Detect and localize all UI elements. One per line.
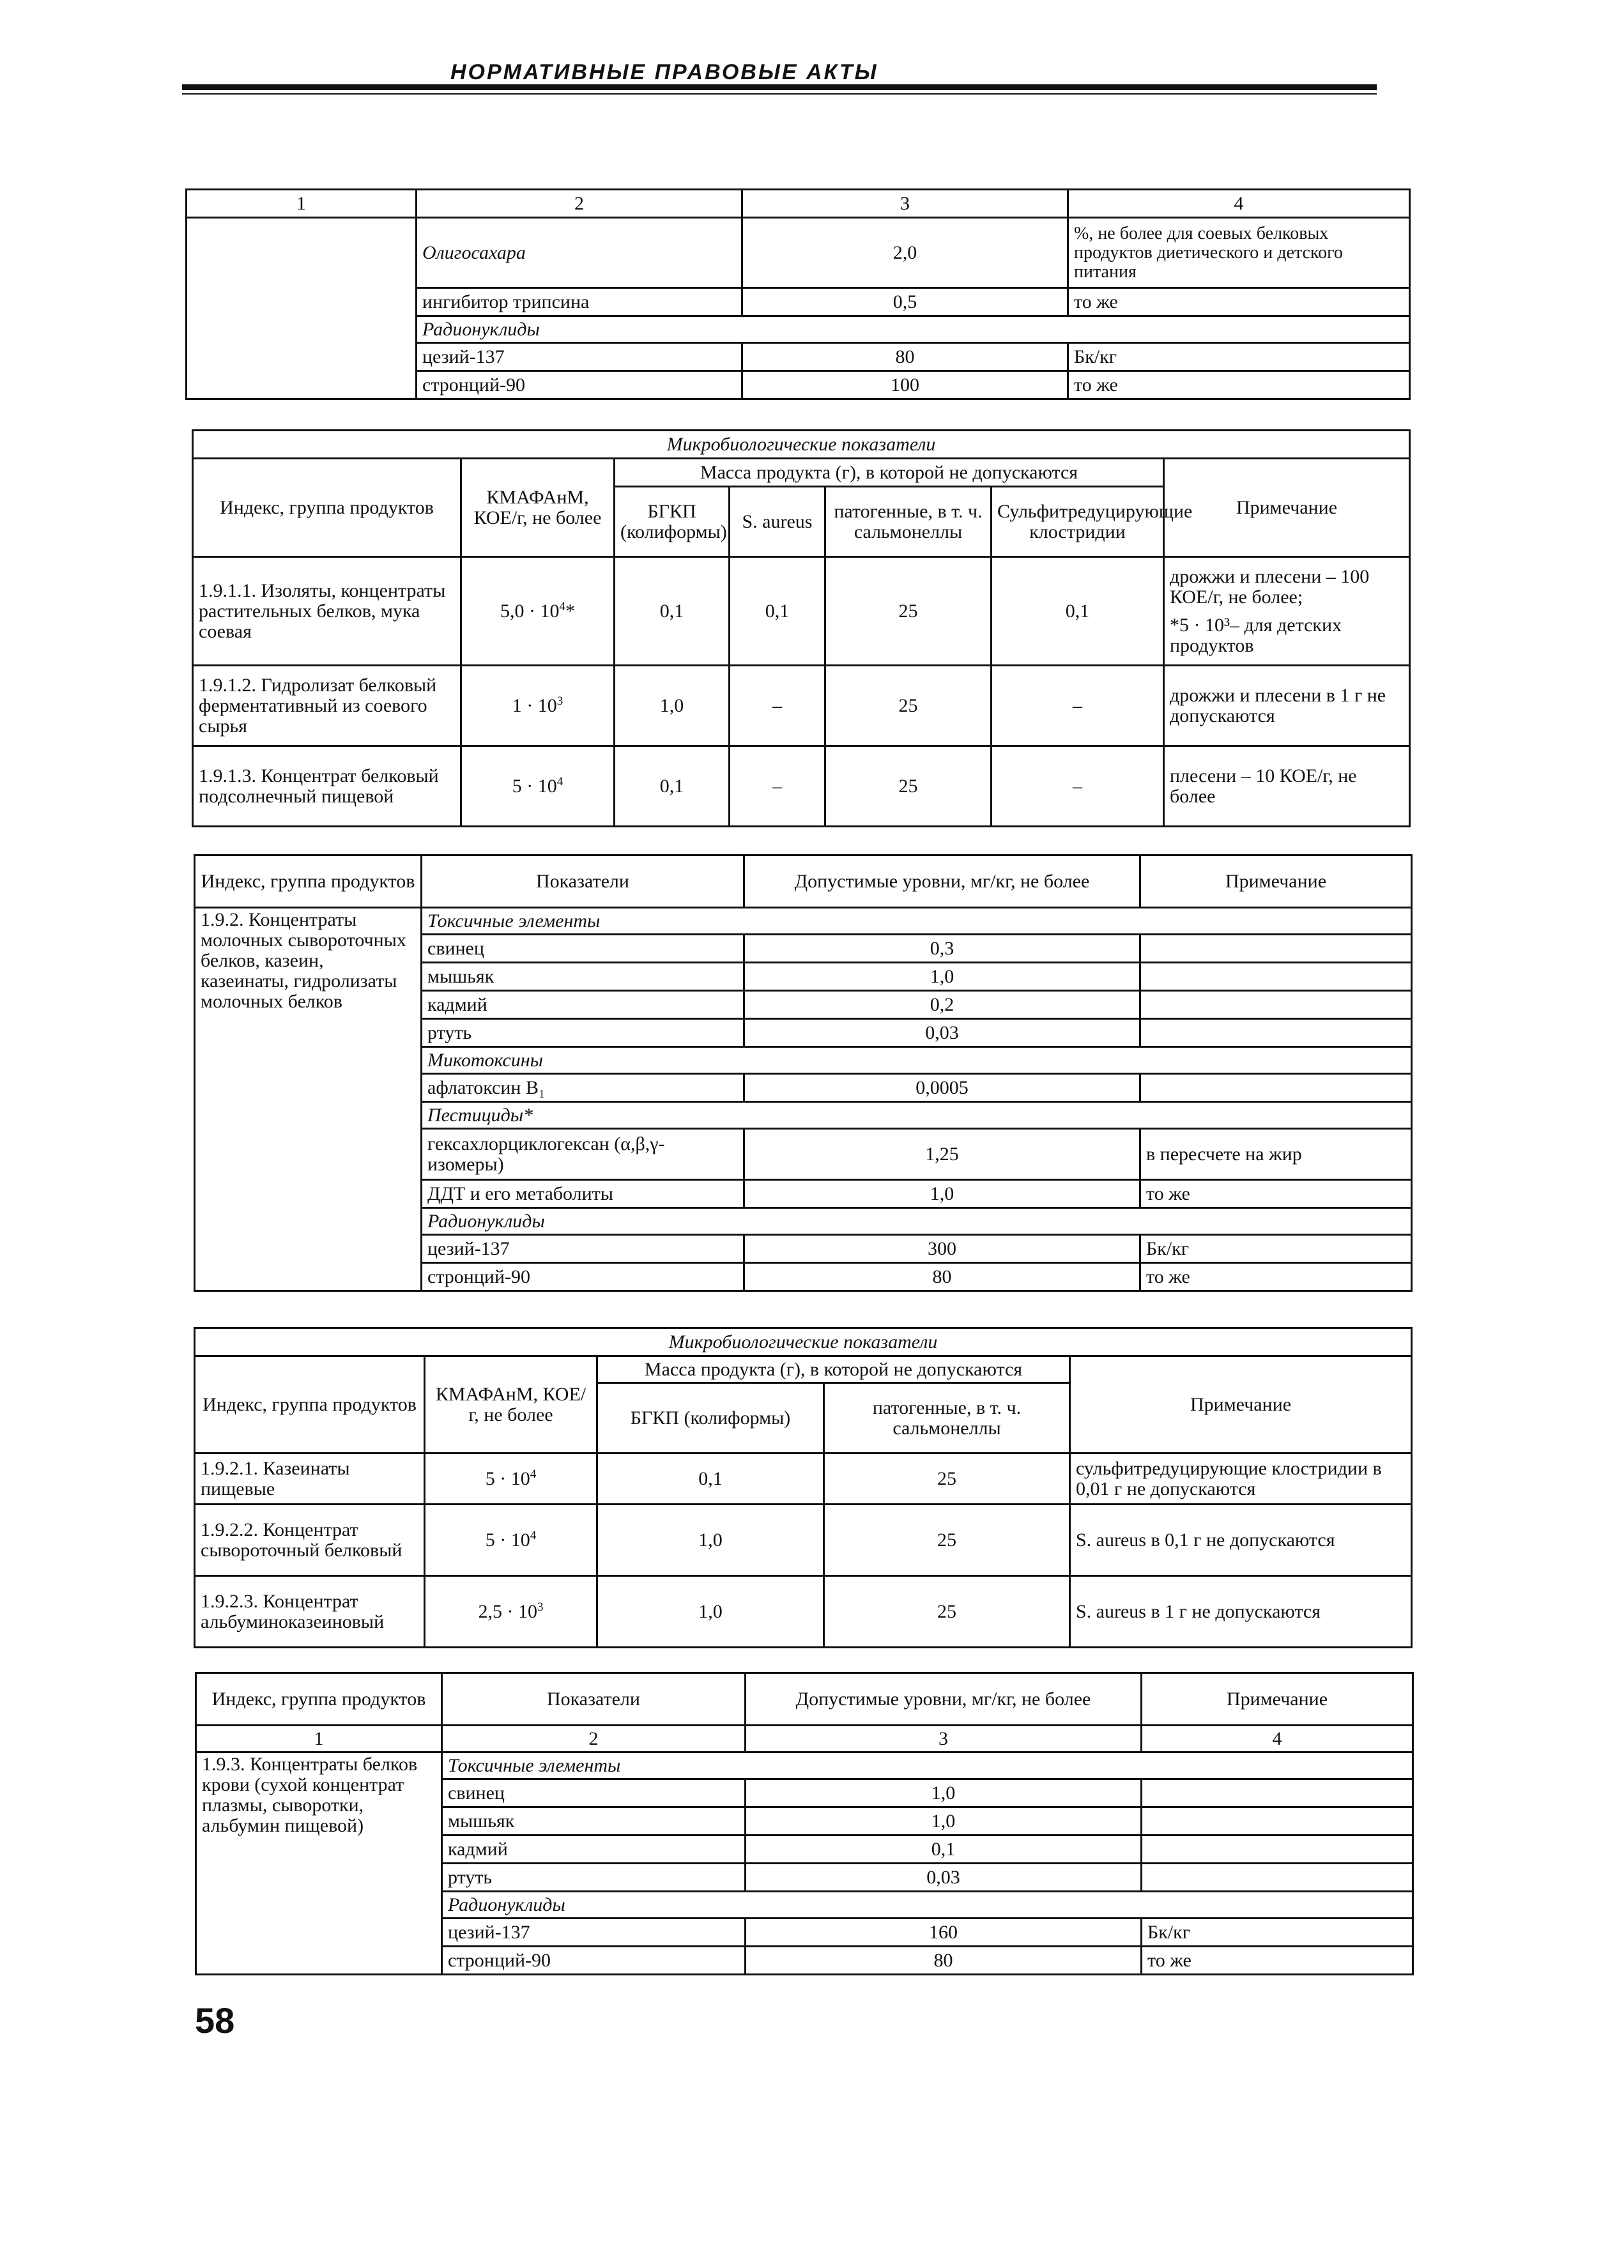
header-bgkp: БГКП (колиформы) bbox=[597, 1383, 824, 1453]
indicator-cell: цезий-137 bbox=[442, 1919, 746, 1947]
kmafanm-cell: $5 \cdot 10^4$ bbox=[425, 1453, 597, 1505]
pathogenic-cell: 25 bbox=[825, 746, 992, 827]
note-cell: то же bbox=[1140, 1263, 1412, 1291]
value-cell: 0,1 bbox=[746, 1835, 1142, 1864]
limits-table-blood-proteins bbox=[195, 1672, 1414, 1975]
header-levels: Допустимые уровни, мг/кг, не более bbox=[746, 1673, 1142, 1726]
note-cell: Бк/кг bbox=[1068, 343, 1410, 371]
sulfite-cell: 0,1 bbox=[992, 557, 1164, 666]
col-number: 2 bbox=[442, 1726, 746, 1752]
indicator-cell: стронций-90 bbox=[422, 1263, 744, 1291]
note-cell: в пересчете на жир bbox=[1140, 1129, 1412, 1180]
note-cell bbox=[1140, 935, 1412, 963]
table-title: Микробиологические показатели bbox=[195, 1328, 1412, 1356]
header-rule-thin bbox=[182, 93, 1377, 95]
value-cell: 0,2 bbox=[744, 991, 1140, 1019]
header-index: Индекс, группа продуктов bbox=[195, 1356, 425, 1453]
col-number: 1 bbox=[187, 190, 417, 218]
indicator-cell: свинец bbox=[442, 1779, 746, 1807]
indicator-cell: кадмий bbox=[422, 991, 744, 1019]
header-index: Индекс, группа продуктов bbox=[196, 1673, 442, 1726]
value-cell: 0,03 bbox=[746, 1864, 1142, 1892]
section-title: Пестициды* bbox=[422, 1102, 1412, 1129]
header-pathogenic: патогенные, в т. ч. сальмонеллы bbox=[825, 487, 992, 557]
indicator-cell: Олигосахара bbox=[417, 218, 742, 288]
table-row bbox=[195, 1453, 1412, 1505]
note-cell bbox=[1142, 1807, 1413, 1835]
indicator-cell: мышьяк bbox=[442, 1807, 746, 1835]
indicator-cell: кадмий bbox=[442, 1835, 746, 1864]
table-row bbox=[195, 1576, 1412, 1648]
header-note: Примечание bbox=[1142, 1673, 1413, 1726]
indicator-cell: ингибитор трипсина bbox=[417, 288, 742, 316]
value-cell: 80 bbox=[744, 1263, 1140, 1291]
header-indicators: Показатели bbox=[442, 1673, 746, 1726]
col-number: 4 bbox=[1142, 1726, 1413, 1752]
header-mass: Масса продукта (г), в которой не допускаются bbox=[615, 459, 1164, 487]
note-cell: то же bbox=[1068, 288, 1410, 316]
note-cell: %, не более для соевых белковых продуктов диетического и детского питания bbox=[1068, 218, 1410, 288]
value-cell: 1,0 bbox=[744, 963, 1140, 991]
index-cell: 1.9.1.3. Концентрат белковый подсолнечный пищевой bbox=[193, 746, 461, 827]
value-cell: 1,0 bbox=[746, 1807, 1142, 1835]
kmafanm-cell: $5 \cdot 10^4$ bbox=[461, 746, 615, 827]
table-row bbox=[193, 557, 1410, 666]
value-cell: 0,5 bbox=[742, 288, 1068, 316]
sulfite-cell: – bbox=[992, 666, 1164, 746]
index-cell: 1.9.1.1. Изоляты, концентраты растительных белков, мука соевая bbox=[193, 557, 461, 666]
indicator-cell: свинец bbox=[422, 935, 744, 963]
indicator-cell: мышьяк bbox=[422, 963, 744, 991]
header-index: Индекс, группа продуктов bbox=[195, 855, 422, 908]
note-cell bbox=[1140, 1019, 1412, 1047]
note-cell: S. aureus в 0,1 г не допускаются bbox=[1070, 1505, 1412, 1576]
indicator-cell: ртуть bbox=[422, 1019, 744, 1047]
indicator-cell: ртуть bbox=[442, 1864, 746, 1892]
header-note: Примечание bbox=[1164, 459, 1410, 557]
indicator-cell: афлатоксин B₁ bbox=[422, 1074, 744, 1102]
note-cell bbox=[1140, 1074, 1412, 1102]
value-cell: 1,0 bbox=[746, 1779, 1142, 1807]
table-row bbox=[193, 746, 1410, 827]
index-cell: 1.9.2.3. Концентрат альбуминоказеиновый bbox=[195, 1576, 425, 1648]
indicator-cell: ДДТ и его метаболиты bbox=[422, 1180, 744, 1208]
pathogenic-cell: 25 bbox=[825, 557, 992, 666]
section-title: Радионуклиды bbox=[442, 1892, 1413, 1919]
table-continuation bbox=[185, 188, 1411, 400]
note-cell bbox=[1140, 963, 1412, 991]
value-cell: 0,0005 bbox=[744, 1074, 1140, 1102]
value-cell: 300 bbox=[744, 1235, 1140, 1263]
value-cell: 1,25 bbox=[744, 1129, 1140, 1180]
note-cell: плесени – 10 КОЕ/г, не более bbox=[1164, 746, 1410, 827]
bgkp-cell: 0,1 bbox=[615, 746, 730, 827]
indicator-cell: цезий-137 bbox=[422, 1235, 744, 1263]
bgkp-cell: 0,1 bbox=[597, 1453, 824, 1505]
header-bgkp: БГКП (колиформы) bbox=[615, 487, 730, 557]
page-number: 58 bbox=[195, 2000, 235, 2041]
pathogenic-cell: 25 bbox=[824, 1505, 1070, 1576]
section-title: Токсичные элементы bbox=[422, 908, 1412, 935]
value-cell: 100 bbox=[742, 371, 1068, 399]
table-row bbox=[195, 1505, 1412, 1576]
note-cell bbox=[1140, 991, 1412, 1019]
value-cell: 1,0 bbox=[744, 1180, 1140, 1208]
section-title: Токсичные элементы bbox=[442, 1752, 1413, 1779]
bgkp-cell: 1,0 bbox=[615, 666, 730, 746]
table-row bbox=[193, 666, 1410, 746]
value-cell: 0,03 bbox=[744, 1019, 1140, 1047]
col-number: 4 bbox=[1068, 190, 1410, 218]
sulfite-cell: – bbox=[992, 746, 1164, 827]
page-header bbox=[182, 56, 1377, 95]
note-cell bbox=[1142, 1835, 1413, 1864]
col-number: 3 bbox=[742, 190, 1068, 218]
section-title: Микотоксины bbox=[422, 1047, 1412, 1074]
index-cell: 1.9.2.1. Казеинаты пищевые bbox=[195, 1453, 425, 1505]
value-cell: 80 bbox=[746, 1947, 1142, 1975]
note-cell: то же bbox=[1068, 371, 1410, 399]
bgkp-cell: 1,0 bbox=[597, 1576, 824, 1648]
header-levels: Допустимые уровни, мг/кг, не более bbox=[744, 855, 1140, 908]
col-number: 1 bbox=[196, 1726, 442, 1752]
pathogenic-cell: 25 bbox=[824, 1453, 1070, 1505]
kmafanm-cell: $2,5 \cdot 10^3$ bbox=[425, 1576, 597, 1648]
header-rule bbox=[182, 84, 1377, 90]
indicator-cell: цезий-137 bbox=[417, 343, 742, 371]
index-cell: 1.9.1.2. Гидролизат белковый ферментативный из соевого сырья bbox=[193, 666, 461, 746]
value-cell: 80 bbox=[742, 343, 1068, 371]
note-cell: Бк/кг bbox=[1142, 1919, 1413, 1947]
empty-index-cell bbox=[187, 218, 417, 399]
header-saureus: S. aureus bbox=[730, 487, 825, 557]
note-cell: то же bbox=[1140, 1180, 1412, 1208]
bgkp-cell: 1,0 bbox=[597, 1505, 824, 1576]
limits-table-milk-proteins bbox=[194, 854, 1413, 1292]
note-cell: сульфитредуцирующие клостридии в 0,01 г не допускаются bbox=[1070, 1453, 1412, 1505]
header-note: Примечание bbox=[1140, 855, 1412, 908]
table-title: Микробиологические показатели bbox=[193, 431, 1410, 459]
note-cell bbox=[1142, 1864, 1413, 1892]
note-cell: Бк/кг bbox=[1140, 1235, 1412, 1263]
bgkp-cell: 0,1 bbox=[615, 557, 730, 666]
header-kmafanm: КМАФАнМ, КОЕ/г, не более bbox=[461, 459, 615, 557]
pathogenic-cell: 25 bbox=[825, 666, 992, 746]
section-title: Радионуклиды bbox=[422, 1208, 1412, 1235]
header-mass: Масса продукта (г), в которой не допускаются bbox=[597, 1356, 1070, 1383]
saureus-cell: – bbox=[730, 666, 825, 746]
microbiological-table-plant-proteins bbox=[192, 429, 1411, 827]
col-number: 3 bbox=[746, 1726, 1142, 1752]
pathogenic-cell: 25 bbox=[824, 1576, 1070, 1648]
note-cell: то же bbox=[1142, 1947, 1413, 1975]
section-title: Радионуклиды bbox=[417, 316, 1410, 343]
kmafanm-cell: $5,0 \cdot 10^4*$ bbox=[461, 557, 615, 666]
indicator-cell: стронций-90 bbox=[417, 371, 742, 399]
index-cell: 1.9.3. Концентраты белков крови (сухой концентрат плазмы, сыворотки, альбумин пищевой) bbox=[196, 1752, 442, 1975]
header-pathogenic: патогенные, в т. ч. сальмонеллы bbox=[824, 1383, 1070, 1453]
note-cell bbox=[1142, 1779, 1413, 1807]
kmafanm-cell: $1 \cdot 10^3$ bbox=[461, 666, 615, 746]
index-cell: 1.9.2. Концентраты молочных сывороточных белков, казеин, казеинаты, гидролизаты молочных белков bbox=[195, 908, 422, 1291]
kmafanm-cell: $5 \cdot 10^4$ bbox=[425, 1505, 597, 1576]
note-cell: дрожжи и плесени в 1 г не допускаются bbox=[1164, 666, 1410, 746]
indicator-cell: стронций-90 bbox=[442, 1947, 746, 1975]
saureus-cell: 0,1 bbox=[730, 557, 825, 666]
saureus-cell: – bbox=[730, 746, 825, 827]
header-index: Индекс, группа продуктов bbox=[193, 459, 461, 557]
value-cell: 160 bbox=[746, 1919, 1142, 1947]
header-note: Примечание bbox=[1070, 1356, 1412, 1453]
note-cell: дрожжи и плесени – 100 КОЕ/г, не более; *5 · 10³– для детских продуктов bbox=[1164, 557, 1410, 666]
header-sulfite: Сульфитредуцирующие клостридии bbox=[992, 487, 1164, 557]
note-cell: S. aureus в 1 г не допускаются bbox=[1070, 1576, 1412, 1648]
header-title: НОРМАТИВНЫЕ ПРАВОВЫЕ АКТЫ bbox=[450, 60, 878, 84]
value-cell: 2,0 bbox=[742, 218, 1068, 288]
table-row bbox=[187, 218, 1410, 288]
value-cell: 0,3 bbox=[744, 935, 1140, 963]
index-cell: 1.9.2.2. Концентрат сывороточный белковый bbox=[195, 1505, 425, 1576]
col-number: 2 bbox=[417, 190, 742, 218]
indicator-cell: гексахлорциклогексан (α,β,γ-изомеры) bbox=[422, 1129, 744, 1180]
header-indicators: Показатели bbox=[422, 855, 744, 908]
microbiological-table-milk-proteins bbox=[194, 1327, 1413, 1648]
header-kmafanm: КМАФАнМ, КОЕ/г, не более bbox=[425, 1356, 597, 1453]
